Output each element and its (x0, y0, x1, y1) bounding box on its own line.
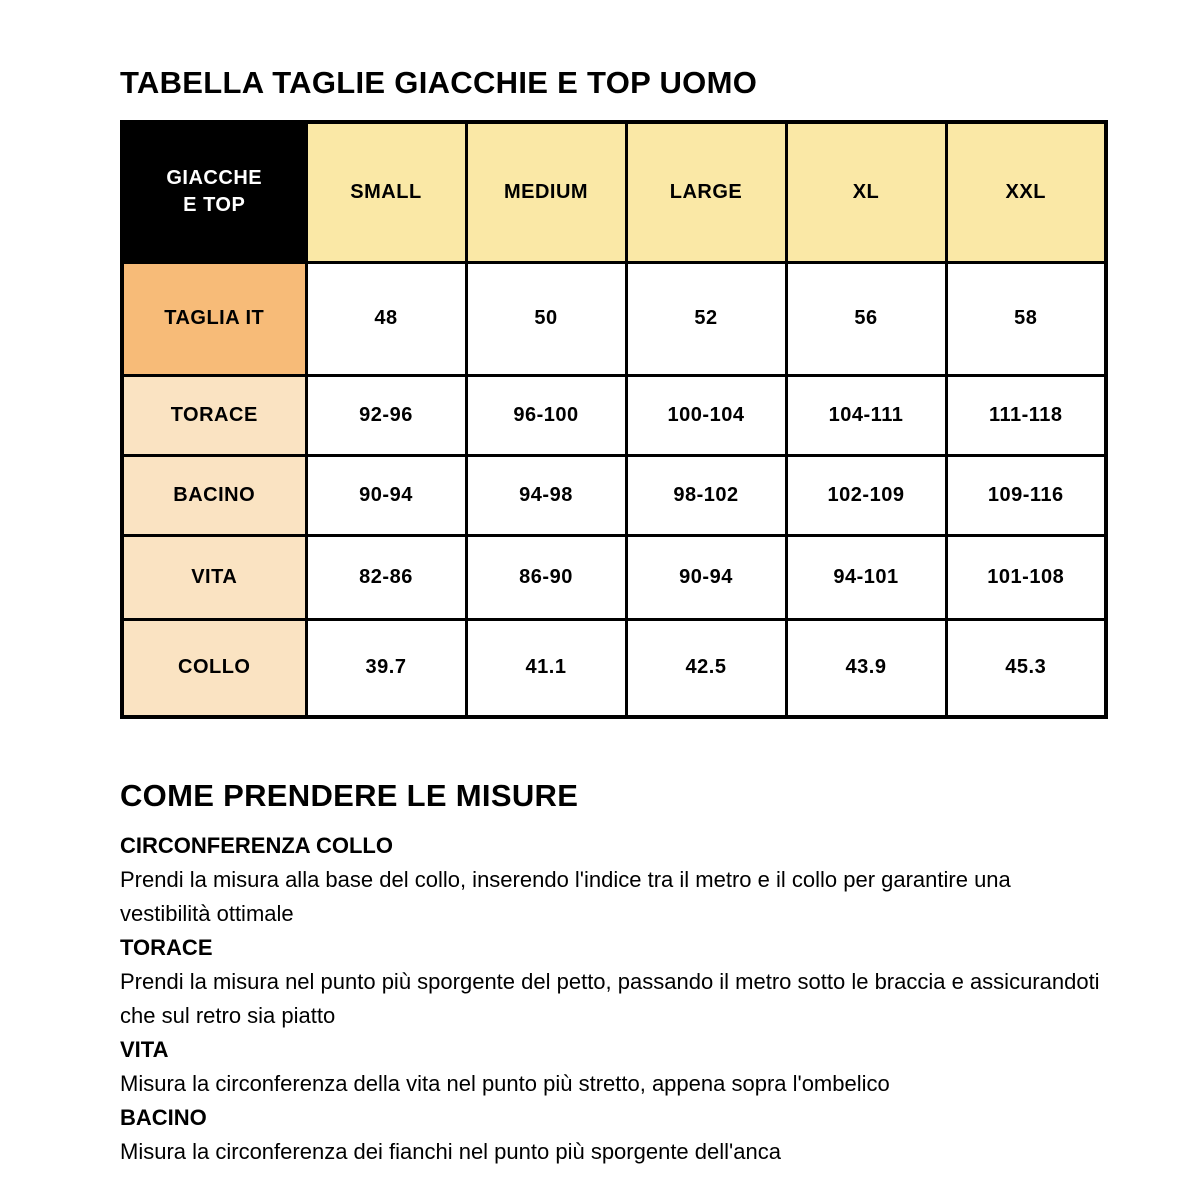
column-header-large: LARGE (626, 122, 786, 262)
table-row-vita (122, 535, 1106, 619)
size-cell: 104-111 (786, 375, 946, 455)
size-cell: 98-102 (626, 455, 786, 535)
measure-text-vita: Misura la circonferenza della vita nel punto più stretto, appena sopra l'ombelico (120, 1071, 890, 1096)
size-cell: 48 (306, 262, 466, 375)
measure-section-title: COME PRENDERE LE MISURE (120, 778, 579, 813)
row-label-taglia-it: TAGLIA IT (122, 262, 306, 375)
table-corner-label (122, 122, 306, 262)
size-cell: 101-108 (946, 535, 1106, 619)
size-cell: 86-90 (466, 535, 626, 619)
row-label-vita: VITA (122, 535, 306, 619)
table-row-bacino (122, 455, 1106, 535)
column-header-xxl: XXL (946, 122, 1106, 262)
row-label-torace: TORACE (122, 375, 306, 455)
page-title: TABELLA TAGLIE GIACCHIE E TOP UOMO (120, 65, 758, 100)
measure-instructions (120, 829, 1105, 1169)
table-row-collo (122, 619, 1106, 717)
size-cell: 45.3 (946, 619, 1106, 717)
size-cell: 39.7 (306, 619, 466, 717)
size-cell: 90-94 (306, 455, 466, 535)
column-header-medium: MEDIUM (466, 122, 626, 262)
row-label-bacino: BACINO (122, 455, 306, 535)
size-cell: 90-94 (626, 535, 786, 619)
measure-label-bacino: BACINO (120, 1105, 207, 1130)
size-cell: 41.1 (466, 619, 626, 717)
size-cell: 42.5 (626, 619, 786, 717)
table-row-taglia-it (122, 262, 1106, 375)
table-row-torace (122, 375, 1106, 455)
measure-label-circonferenza-collo: CIRCONFERENZA COLLO (120, 833, 393, 858)
size-cell: 92-96 (306, 375, 466, 455)
column-header-xl: XL (786, 122, 946, 262)
size-cell: 111-118 (946, 375, 1106, 455)
size-cell: 102-109 (786, 455, 946, 535)
size-cell: 50 (466, 262, 626, 375)
size-cell: 52 (626, 262, 786, 375)
corner-line-2: E TOP (183, 194, 246, 217)
size-cell: 100-104 (626, 375, 786, 455)
size-cell: 43.9 (786, 619, 946, 717)
column-header-small: SMALL (306, 122, 466, 262)
size-cell: 94-98 (466, 455, 626, 535)
size-table (120, 120, 1108, 719)
measure-text-torace: Prendi la misura nel punto più sporgente del petto, passando il metro sotto le braccia e assicurandoti che sul retro sia piatto (120, 969, 1100, 1028)
measure-label-torace: TORACE (120, 935, 213, 960)
size-cell: 94-101 (786, 535, 946, 619)
corner-line-1: GIACCHE (166, 167, 263, 190)
size-cell: 58 (946, 262, 1106, 375)
table-header-row (122, 122, 1106, 262)
measure-label-vita: VITA (120, 1037, 169, 1062)
size-cell: 56 (786, 262, 946, 375)
measure-text-circonferenza-collo: Prendi la misura alla base del collo, inserendo l'indice tra il metro e il collo per garantire una vestibilità ottimale (120, 867, 1011, 926)
size-cell: 96-100 (466, 375, 626, 455)
size-cell: 82-86 (306, 535, 466, 619)
measure-text-bacino: Misura la circonferenza dei fianchi nel punto più sporgente dell'anca (120, 1139, 781, 1164)
size-cell: 109-116 (946, 455, 1106, 535)
row-label-collo: COLLO (122, 619, 306, 717)
